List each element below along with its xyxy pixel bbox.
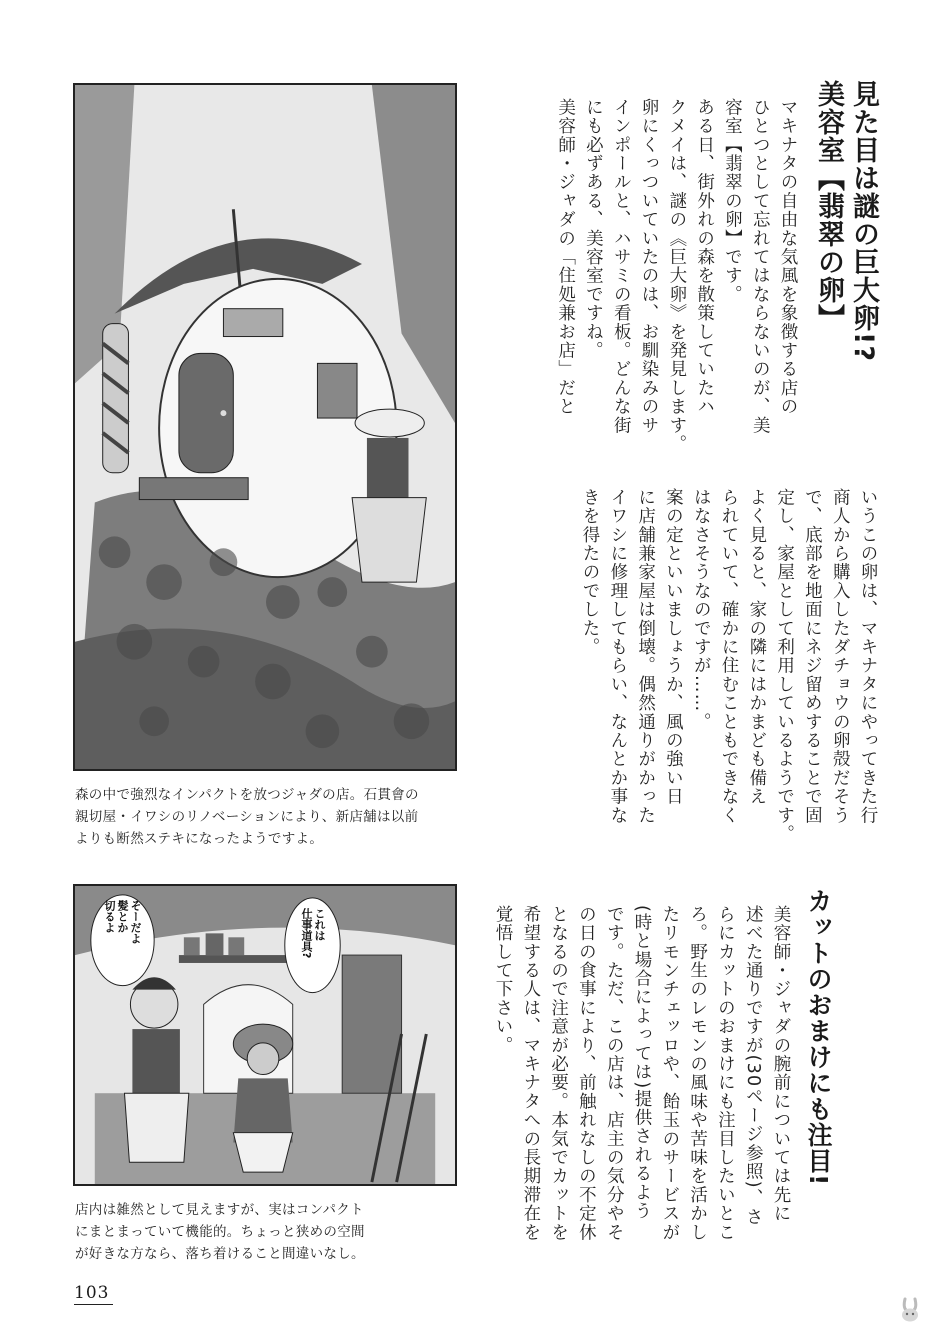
section2-heading: カットのおまけにも注目!	[804, 888, 833, 1187]
speech-bubble-right: これは 仕事道具?	[300, 908, 326, 959]
section2-body: 美容師・ジャダの腕前については先に 述べた通りですが(30ページ参照)、さ らにカットのおまけにも注目したいとこ ろ。野生のレモンの風味や苦味を活かし たリモンチェッロや、飴玉のサービスが (時と場合によっては)提供されるよう です。ただ、この店は、店主の気分やそ の日の食事により、前触れなしの不定休 となるので注意が必要。本気でカットを 希望する人は、マキナタへの長期滞在を 覚悟して下さい。	[493, 905, 791, 1242]
section1-body-upper: マキナタの自由な気風を象徴する店の ひとつとして忘れてはならないのが、美 容室【翡翠の卵】です。 ある日、街外れの森を散策していたハ クメイは、謎の《巨大卵》を発見します。 卵にくっついていたのは、お馴染みのサ インポールと、ハサミの看板。どんな街 にも必ずある、美容室ですね。 美容師・ジャダの「住処兼お店」だと	[555, 98, 798, 454]
caption-top: 森の中で強烈なインパクトを放つジャダの店。石貫會の 親切屋・イワシのリノベーションにより、新店舗は以前 よりも断然ステキになったようですよ。	[75, 787, 419, 847]
section1-body-lower: いうこの卵は、マキナタにやってきた行 商人から購入したダチョウの卵殻だそう で、底部を地面にネジ留めすることで固 定し、家屋として利用しているようです。 よく見ると、家の隣にはかまども備え られていて、確かに住むこともできなく はなさそうなのですが……。 案の定といいましょうか、風の強い日 に店舗兼家屋は倒壊。偶然通りがかった イワシに修理してもらい、なんとか事な きを得たのでした。	[580, 488, 878, 844]
bunny-icon	[897, 1297, 923, 1323]
egg-house-illustration	[73, 83, 457, 771]
page-number: 103	[74, 1283, 113, 1305]
section1-heading: 見た目は謎の巨大卵!? 美容室【翡翠の卵】	[813, 80, 879, 362]
caption-bottom: 店内は雑然として見えますが、実はコンパクト にまとまっていて機能的。ちょっと狭めの空間 が好きな方なら、落ち着けること間違いなし。	[75, 1202, 365, 1262]
speech-bubble-left: そーだよ 髪とか 切るよ	[103, 900, 142, 944]
